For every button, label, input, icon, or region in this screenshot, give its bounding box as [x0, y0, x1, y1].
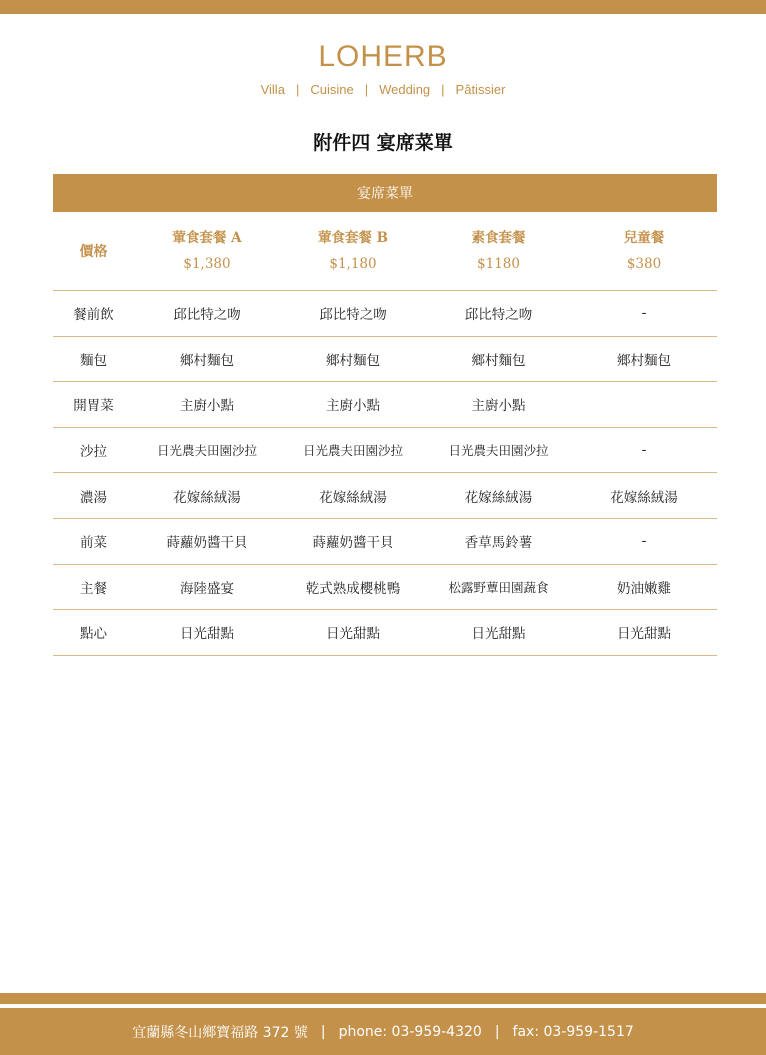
menu-cell: 日光甜點 [326, 626, 380, 643]
top-accent-bar [0, 0, 766, 14]
menu-cell: 奶油嫩雞 [617, 580, 671, 597]
course-name: 沙拉 [80, 444, 107, 461]
tagline-cuisine: Cuisine [310, 82, 354, 97]
footer-address: 宜蘭縣冬山鄉寶福路 372 號 [132, 1024, 308, 1041]
tagline-wedding: Wedding [379, 82, 431, 97]
course-name: 主餐 [80, 580, 107, 597]
menu-cell: 日光農夫田園沙拉 [302, 443, 403, 459]
menu-cell: - [641, 533, 647, 550]
table-row [53, 473, 717, 519]
course-name: 餐前飲 [73, 307, 114, 324]
tagline-divider: | [295, 82, 300, 97]
column-header [426, 225, 571, 277]
price-label: 價格 [79, 244, 108, 260]
menu-cell: 日光農夫田園沙拉 [156, 443, 257, 459]
table-header: 宴席菜單 [53, 174, 717, 212]
menu-cell: 主廚小點 [180, 398, 234, 415]
menu-cell: 蒔蘿奶醬干貝 [166, 535, 248, 552]
footer-contact [0, 1008, 766, 1055]
table-row [53, 610, 717, 656]
menu-cell: 主廚小點 [326, 398, 380, 415]
course-name: 前菜 [80, 535, 107, 552]
menu-cell: 日光甜點 [180, 626, 234, 643]
brand-tagline [0, 82, 766, 97]
menu-cell: 花嫁絲絨湯 [610, 489, 678, 506]
menu-cell: 花嫁絲絨湯 [319, 489, 387, 506]
tagline-villa: Villa [260, 82, 285, 97]
menu-cell: 香草馬鈴薯 [464, 535, 533, 552]
course-name: 濃湯 [80, 489, 107, 506]
menu-cell: - [641, 442, 647, 459]
column-header [134, 225, 280, 277]
menu-cell: 鄉村麵包 [471, 352, 526, 369]
column-price: $1180 [477, 256, 520, 272]
column-name: 葷食套餐 A [172, 230, 242, 246]
column-name: 素食套餐 [471, 230, 526, 246]
menu-cell: 鄉村麵包 [617, 352, 671, 369]
menu-cell: 邱比特之吻 [173, 307, 241, 324]
column-price: $1,180 [329, 256, 377, 272]
table-row [53, 291, 717, 337]
table-column-header-row [53, 212, 717, 291]
banquet-menu-table [53, 174, 717, 656]
menu-cell: 海陸盛宴 [180, 580, 234, 597]
menu-cell: 邱比特之吻 [464, 307, 533, 324]
menu-cell: 松露野蕈田園蔬食 [448, 579, 549, 595]
column-price: $380 [626, 256, 662, 272]
menu-cell: 日光農夫田園沙拉 [448, 443, 549, 459]
footer-accent-bar [0, 993, 766, 1004]
footer-divider: | [320, 1023, 326, 1040]
menu-cell: 蒔蘿奶醬干貝 [312, 535, 394, 552]
table-row [53, 337, 717, 383]
column-header [280, 225, 426, 277]
course-name: 麵包 [80, 352, 107, 369]
footer-fax: fax: 03-959-1517 [512, 1023, 634, 1040]
tagline-patissier: Pâtissier [455, 82, 506, 97]
menu-cell: - [641, 305, 647, 322]
table-row [53, 382, 717, 428]
menu-cell: 鄉村麵包 [180, 352, 234, 369]
course-name: 點心 [80, 626, 107, 643]
document-title: 附件四 宴席菜單 [313, 132, 453, 154]
footer-divider: | [494, 1023, 500, 1040]
footer-phone: phone: 03-959-4320 [338, 1023, 482, 1040]
menu-cell: 花嫁絲絨湯 [464, 489, 533, 506]
menu-cell: 鄉村麵包 [326, 352, 380, 369]
table-row [53, 565, 717, 611]
menu-cell: 乾式熟成櫻桃鴨 [305, 580, 401, 597]
menu-cell: 邱比特之吻 [319, 307, 387, 324]
column-name: 兒童餐 [623, 230, 665, 246]
column-header [571, 225, 717, 277]
table-row [53, 519, 717, 565]
brand-logo: LOHERB [318, 40, 448, 73]
menu-cell: 日光甜點 [471, 626, 526, 643]
tagline-divider: | [364, 82, 369, 97]
menu-cell: 花嫁絲絨湯 [173, 489, 241, 506]
column-price: $1,380 [183, 256, 231, 272]
menu-cell: 日光甜點 [617, 626, 671, 643]
menu-cell: 主廚小點 [471, 398, 526, 415]
course-name: 開胃菜 [73, 398, 114, 415]
column-name: 葷食套餐 B [317, 230, 389, 246]
tagline-divider: | [441, 82, 445, 97]
table-row [53, 428, 717, 474]
